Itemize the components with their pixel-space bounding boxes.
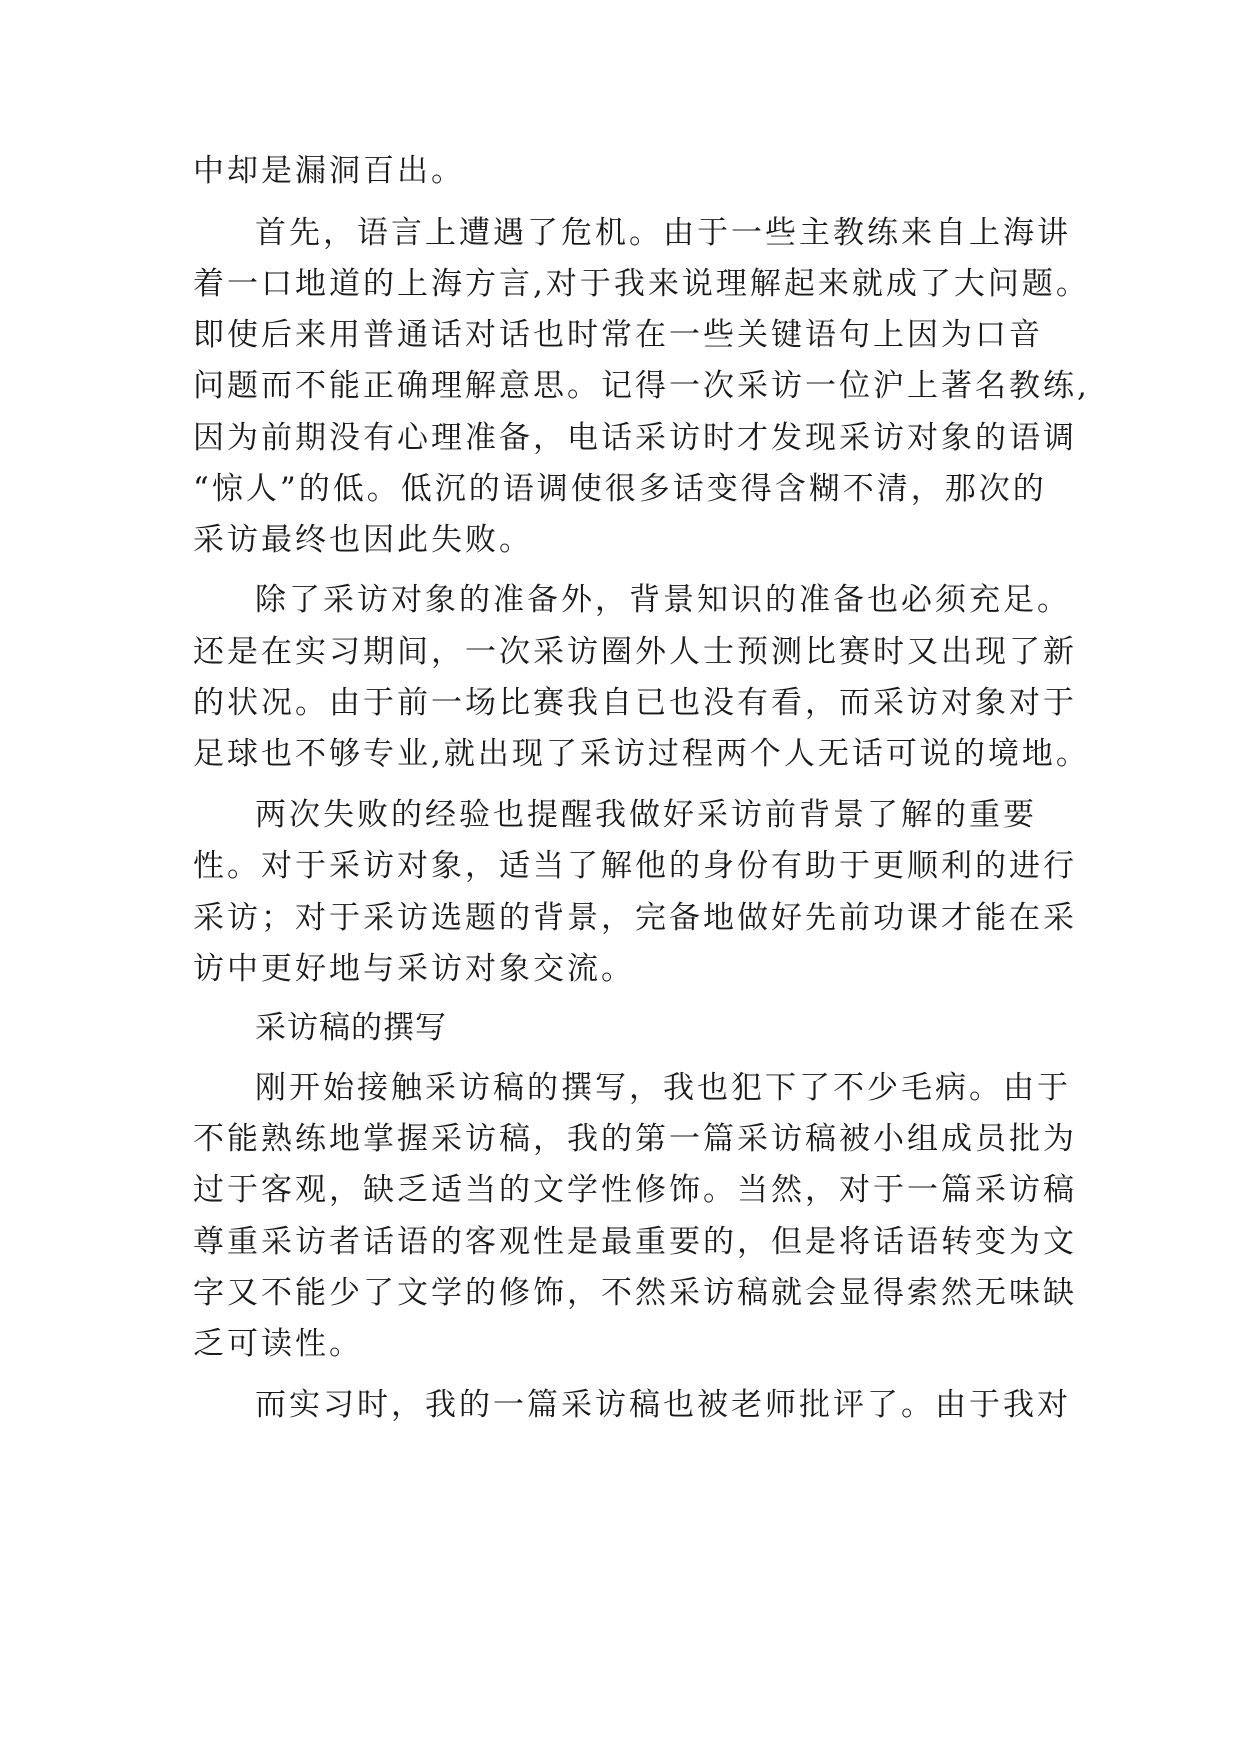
- paragraph-first-line: 两次失败的经验也提醒我做好采访前背景了解的重要: [255, 797, 1037, 833]
- text-line: 尊重采访者话语的客观性是最重要的，但是将话语转变为文: [193, 1224, 1077, 1260]
- text-line: 性。对于采访对象，适当了解他的身份有助于更顺利的进行: [193, 848, 1077, 884]
- text-line: “惊人”的低。低沉的语调使很多话变得含糊不清，那次的: [193, 471, 1047, 507]
- text-line: 采访最终也因此失败。: [193, 522, 533, 558]
- paragraph-first-line: 而实习时，我的一篇采访稿也被老师批评了。由于我对: [255, 1387, 1071, 1423]
- text-line: 采访；对于采访选题的背景，完备地做好先前功课才能在采: [193, 900, 1077, 936]
- text-line: 乏可读性。: [193, 1326, 363, 1362]
- text-line: 还是在实习期间，一次采访圈外人士预测比赛时又出现了新: [193, 634, 1077, 670]
- text-line: 的状况。由于前一场比赛我自已也没有看，而采访对象对于: [193, 685, 1077, 721]
- text-line: 字又不能少了文学的修饰，不然采访稿就会显得索然无味缺: [193, 1275, 1077, 1311]
- text-line: 着一口地道的上海方言,对于我来说理解起来就成了大问题。: [193, 266, 1090, 302]
- section-heading: 采访稿的撰写: [255, 1010, 447, 1046]
- text-line: 不能熟练地掌握采访稿，我的第一篇采访稿被小组成员批为: [193, 1121, 1077, 1157]
- paragraph-first-line: 刚开始接触采访稿的撰写，我也犯下了不少毛病。由于: [255, 1070, 1071, 1106]
- paragraph-first-line: 首先，语言上遭遇了危机。由于一些主教练来自上海讲: [255, 215, 1071, 251]
- paragraph-first-line: 除了采访对象的准备外，背景知识的准备也必须充足。: [255, 582, 1071, 618]
- text-line: 过于客观，缺乏适当的文学性修饰。当然，对于一篇采访稿: [193, 1172, 1077, 1208]
- text-line: 因为前期没有心理准备，电话采访时才发现采访对象的语调: [193, 420, 1077, 456]
- text-line: 问题而不能正确理解意思。记得一次采访一位沪上著名教练,: [193, 368, 1090, 404]
- text-line: 访中更好地与采访对象交流。: [193, 951, 635, 987]
- text-line: 足球也不够专业,就出现了采访过程两个人无话可说的境地。: [193, 736, 1090, 772]
- text-line: 中却是漏洞百出。: [193, 153, 465, 189]
- text-line: 即使后来用普通话对话也时常在一些关键语句上因为口音: [193, 317, 1043, 353]
